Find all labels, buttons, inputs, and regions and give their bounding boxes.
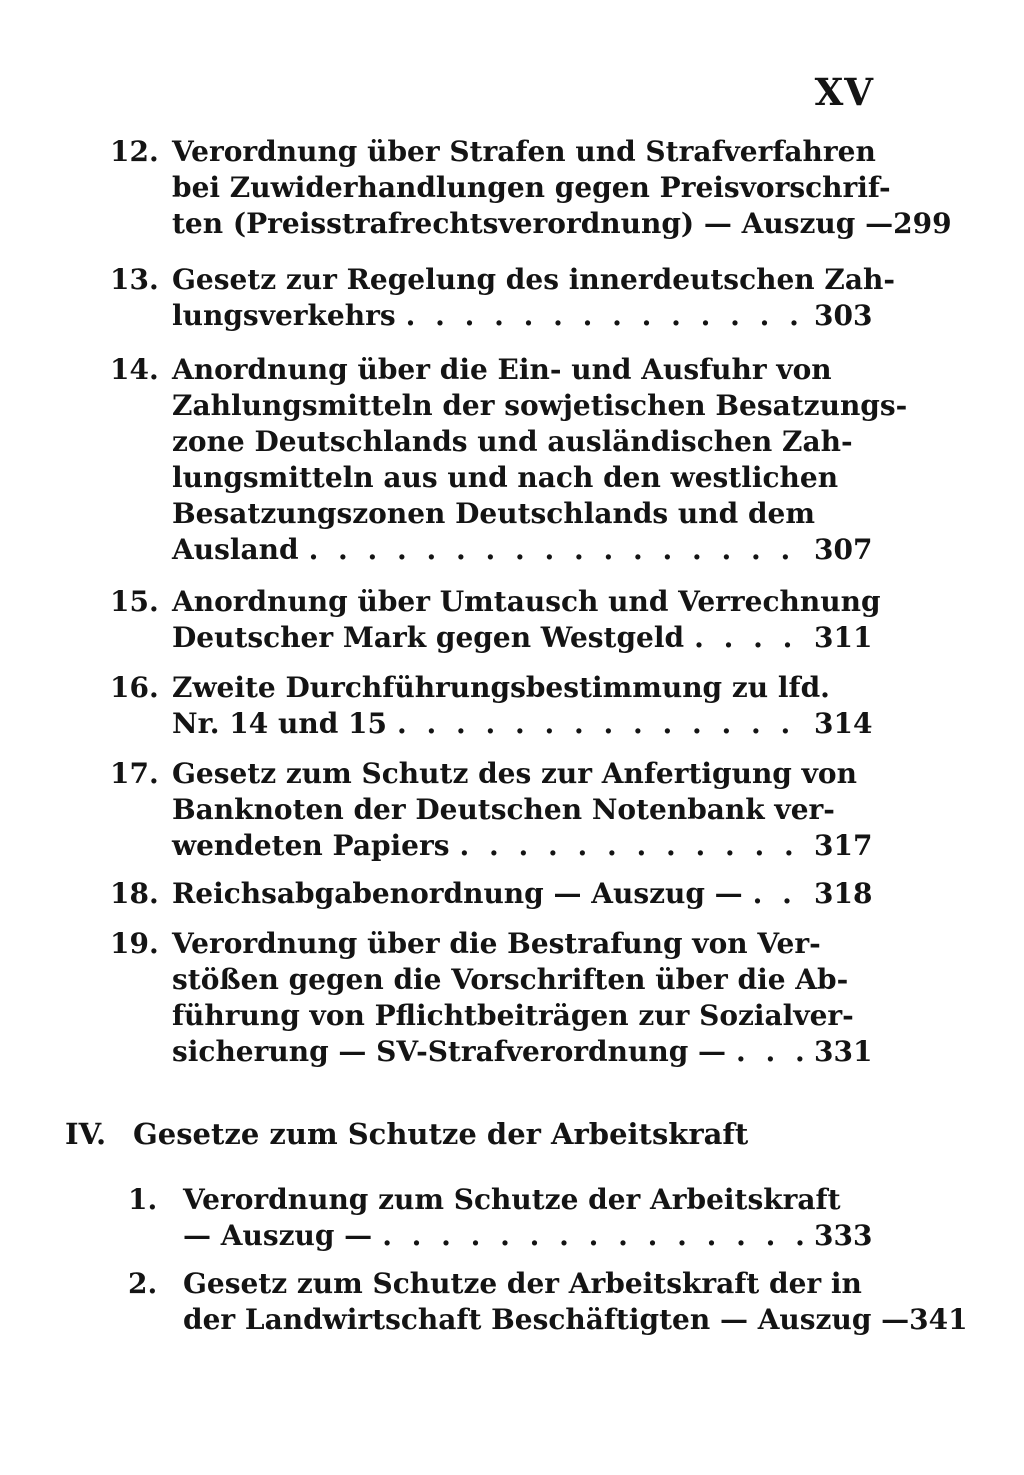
entry-line: der Landwirtschaft Beschäftigten — Auszug — <box>183 1303 910 1336</box>
entry-line: wendeten Papiers <box>172 829 450 862</box>
entry-line: Verordnung über die Bestrafung von Ver- <box>172 927 821 960</box>
entry-page-ref: 299 <box>893 207 952 240</box>
entry-last-line <box>172 706 873 742</box>
entry-number: 12. <box>110 135 159 168</box>
toc-entry <box>110 584 881 656</box>
entry-line: Banknoten der Deutschen Notenbank ver- <box>172 793 835 826</box>
toc-entry <box>110 926 873 1070</box>
entry-last-line <box>172 532 873 568</box>
entry-number: 18. <box>110 877 159 910</box>
entry-number: 13. <box>110 263 159 296</box>
entry-line: Verordnung zum Schutze der Arbeitskraft <box>183 1183 841 1216</box>
entry-page-ref: 314 <box>814 707 873 740</box>
entry-line: Zahlungsmitteln der sowjetischen Besatzungs- <box>172 389 908 422</box>
leader-dots <box>753 876 808 912</box>
entry-line: ten (Preisstrafrechtsverordnung) — Auszug — <box>172 207 894 240</box>
leader-dots <box>406 298 808 334</box>
entry-last-line <box>183 1218 873 1254</box>
entry-number: 17. <box>110 757 159 790</box>
entry-line: Zweite Durchführungsbestimmung zu lfd. <box>172 671 830 704</box>
entry-last-line <box>172 298 873 334</box>
entry-line: zone Deutschlands und ausländischen Zah- <box>172 425 853 458</box>
section-roman-numeral: IV. <box>65 1117 107 1151</box>
entry-page-ref: 341 <box>909 1303 968 1336</box>
entry-number: 1. <box>128 1183 158 1216</box>
entry-number: 15. <box>110 585 159 618</box>
entry-page-ref: 333 <box>814 1219 873 1252</box>
entry-number: 2. <box>128 1267 158 1300</box>
entry-last-line <box>172 1034 873 1070</box>
entry-page-ref: 331 <box>814 1035 873 1068</box>
entry-line: Verordnung über Strafen und Strafverfahren <box>172 135 876 168</box>
entry-last-line <box>172 206 952 242</box>
leader-dots <box>460 828 808 864</box>
page-number: XV <box>814 70 874 114</box>
entry-line: Reichsabgabenordnung — Auszug — <box>172 877 743 910</box>
entry-last-line <box>172 828 873 864</box>
entry-page-ref: 307 <box>814 533 873 566</box>
entry-line: sicherung — SV-Strafverordnung — <box>172 1035 727 1068</box>
entry-line: Gesetz zur Regelung des innerdeutschen Zah- <box>172 263 895 296</box>
leader-dots <box>694 620 808 656</box>
entry-line: Ausland <box>172 533 299 566</box>
entry-line: Gesetz zum Schutz des zur Anfertigung von <box>172 757 857 790</box>
entry-line: lungsverkehrs <box>172 299 396 332</box>
entry-page-ref: 318 <box>814 877 873 910</box>
leader-dots <box>309 532 808 568</box>
section-title: Gesetze zum Schutze der Arbeitskraft <box>133 1117 749 1151</box>
toc-entry <box>128 1266 968 1338</box>
toc-entry <box>110 134 952 242</box>
toc-entry <box>110 670 873 742</box>
entry-line: Anordnung über die Ein- und Ausfuhr von <box>172 353 832 386</box>
toc-entry <box>110 262 895 334</box>
section-heading <box>65 1117 748 1151</box>
entry-last-line <box>172 876 873 912</box>
entry-number: 16. <box>110 671 159 704</box>
toc-entry <box>110 352 908 568</box>
entry-last-line <box>183 1302 968 1338</box>
entry-page-ref: 303 <box>814 299 873 332</box>
toc-entry <box>110 756 873 864</box>
entry-line: führung von Pflichtbeiträgen zur Sozialver- <box>172 999 854 1032</box>
leader-dots <box>382 1218 808 1254</box>
entry-page-ref: 317 <box>814 829 873 862</box>
entry-number: 19. <box>110 927 159 960</box>
entry-line: Deutscher Mark gegen Westgeld <box>172 621 685 654</box>
entry-line: stößen gegen die Vorschriften über die Ab- <box>172 963 849 996</box>
entry-line: Nr. 14 und 15 <box>172 707 387 740</box>
entry-line: Besatzungszonen Deutschlands und dem <box>172 497 815 530</box>
entry-line: lungsmitteln aus und nach den westlichen <box>172 461 839 494</box>
toc-entry <box>128 1182 873 1254</box>
entry-page-ref: 311 <box>814 621 873 654</box>
entry-line: Gesetz zum Schutze der Arbeitskraft der in <box>183 1267 862 1300</box>
entry-line: Anordnung über Umtausch und Verrechnung <box>172 585 881 618</box>
entry-number: 14. <box>110 353 159 386</box>
leader-dots <box>397 706 808 742</box>
entry-line: — Auszug — <box>183 1219 373 1252</box>
toc-entry <box>110 876 873 912</box>
entry-last-line <box>172 620 873 656</box>
entry-line: bei Zuwiderhandlungen gegen Preisvorschrif- <box>172 171 891 204</box>
leader-dots <box>736 1034 808 1070</box>
